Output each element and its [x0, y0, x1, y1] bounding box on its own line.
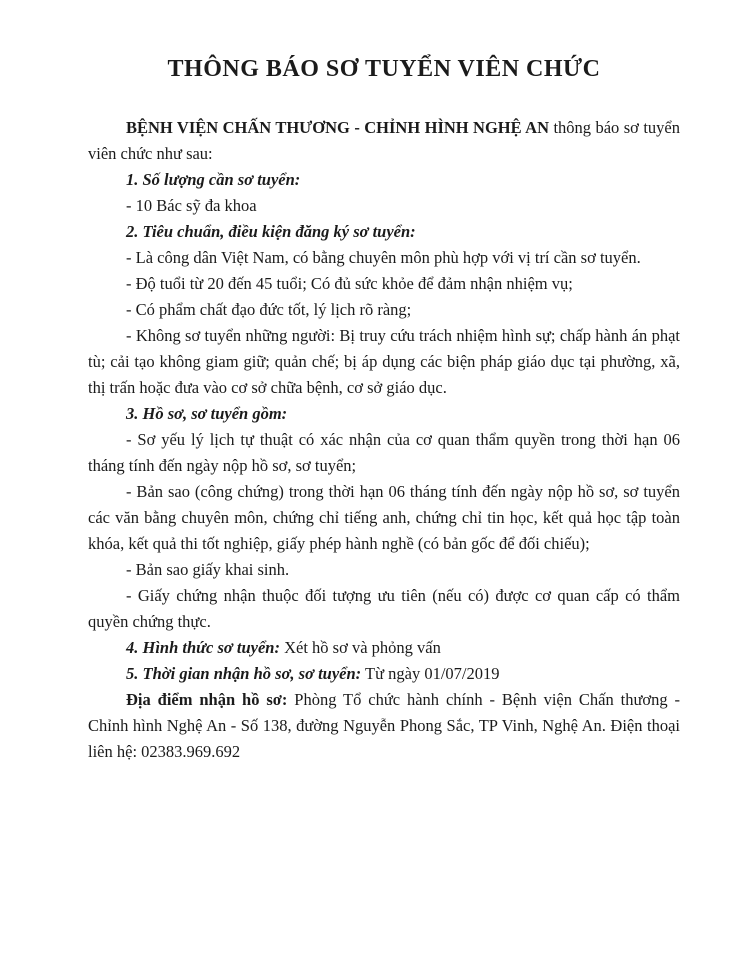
- section-2-item-2: - Độ tuổi từ 20 đến 45 tuổi; Có đủ sức khỏe để đảm nhận nhiệm vụ;: [126, 274, 573, 293]
- section-1-heading: [88, 167, 680, 193]
- section-3-item-2: - Bản sao (công chứng) trong thời hạn 06 tháng tính đến ngày nộp hồ sơ, sơ tuyển các văn bằng chuyên môn, chứng chỉ tiếng anh, chứng chỉ tin học, kết quả học tập toàn khóa, kết quả thi tốt nghiệp, giấy phép hành nghề (có bản gốc để đối chiếu);: [88, 482, 680, 553]
- section-3-item-1: - Sơ yếu lý lịch tự thuật có xác nhận của cơ quan thẩm quyền trong thời hạn 06 tháng tính đến ngày nộp hồ sơ, sơ tuyển;: [88, 430, 680, 475]
- section-3-item-4: - Giấy chứng nhận thuộc đối tượng ưu tiên (nếu có) được cơ quan cấp có thẩm quyền chứng thực.: [88, 586, 680, 631]
- section-3-item-3: - Bản sao giấy khai sinh.: [126, 560, 290, 579]
- hospital-name: BỆNH VIỆN CHẤN THƯƠNG - CHỈNH HÌNH NGHỆ AN: [126, 118, 550, 137]
- section-1-heading-text: 1. Số lượng cần sơ tuyển:: [126, 170, 301, 189]
- footer-text: Phòng Tổ chức hành chính - Bệnh viện Chấn thương - Chỉnh hình Nghệ An - Số 138, đường Nguyễn Phong Sắc, TP Vinh, Nghệ An. Điện thoại liên hệ: 02383.969.692: [88, 690, 680, 761]
- section-4-line: [88, 635, 680, 661]
- section-2-item-1: - Là công dân Việt Nam, có bằng chuyên môn phù hợp với vị trí cần sơ tuyển.: [126, 248, 641, 267]
- section-3-heading-text: 3. Hồ sơ, sơ tuyển gồm:: [126, 404, 288, 423]
- section-4-heading-text: 4. Hình thức sơ tuyển:: [126, 638, 280, 657]
- footer-label: Địa điểm nhận hồ sơ:: [126, 690, 288, 709]
- section-2-item-3: - Có phẩm chất đạo đức tốt, lý lịch rõ ràng;: [126, 300, 412, 319]
- section-5-heading-text: 5. Thời gian nhận hồ sơ, sơ tuyển:: [126, 664, 362, 683]
- section-4-value: Xét hồ sơ và phỏng vấn: [279, 638, 441, 657]
- section-5-value: Từ ngày 01/07/2019: [361, 664, 500, 683]
- section-3-heading: [88, 401, 680, 427]
- page-title: THÔNG BÁO SƠ TUYỂN VIÊN CHỨC: [167, 56, 601, 82]
- intro-paragraph: [88, 115, 680, 167]
- section-2-heading-text: 2. Tiêu chuẩn, điều kiện đăng ký sơ tuyển:: [126, 222, 416, 241]
- intro-text: thông báo sơ tuyển viên chức như sau:: [88, 118, 680, 163]
- footer-paragraph: [88, 687, 680, 765]
- section-5-line: [88, 661, 680, 687]
- section-1-item-1: - 10 Bác sỹ đa khoa: [126, 196, 257, 215]
- section-2-item-4: - Không sơ tuyển những người: Bị truy cứu trách nhiệm hình sự; chấp hành án phạt tù; cải tạo không giam giữ; quản chế; bị áp dụng các biện pháp giáo dục tại phường, xã, thị trấn hoặc đưa vào cơ sở chữa bệnh, cơ sở giáo dục.: [88, 326, 680, 397]
- section-2-heading: [88, 219, 680, 245]
